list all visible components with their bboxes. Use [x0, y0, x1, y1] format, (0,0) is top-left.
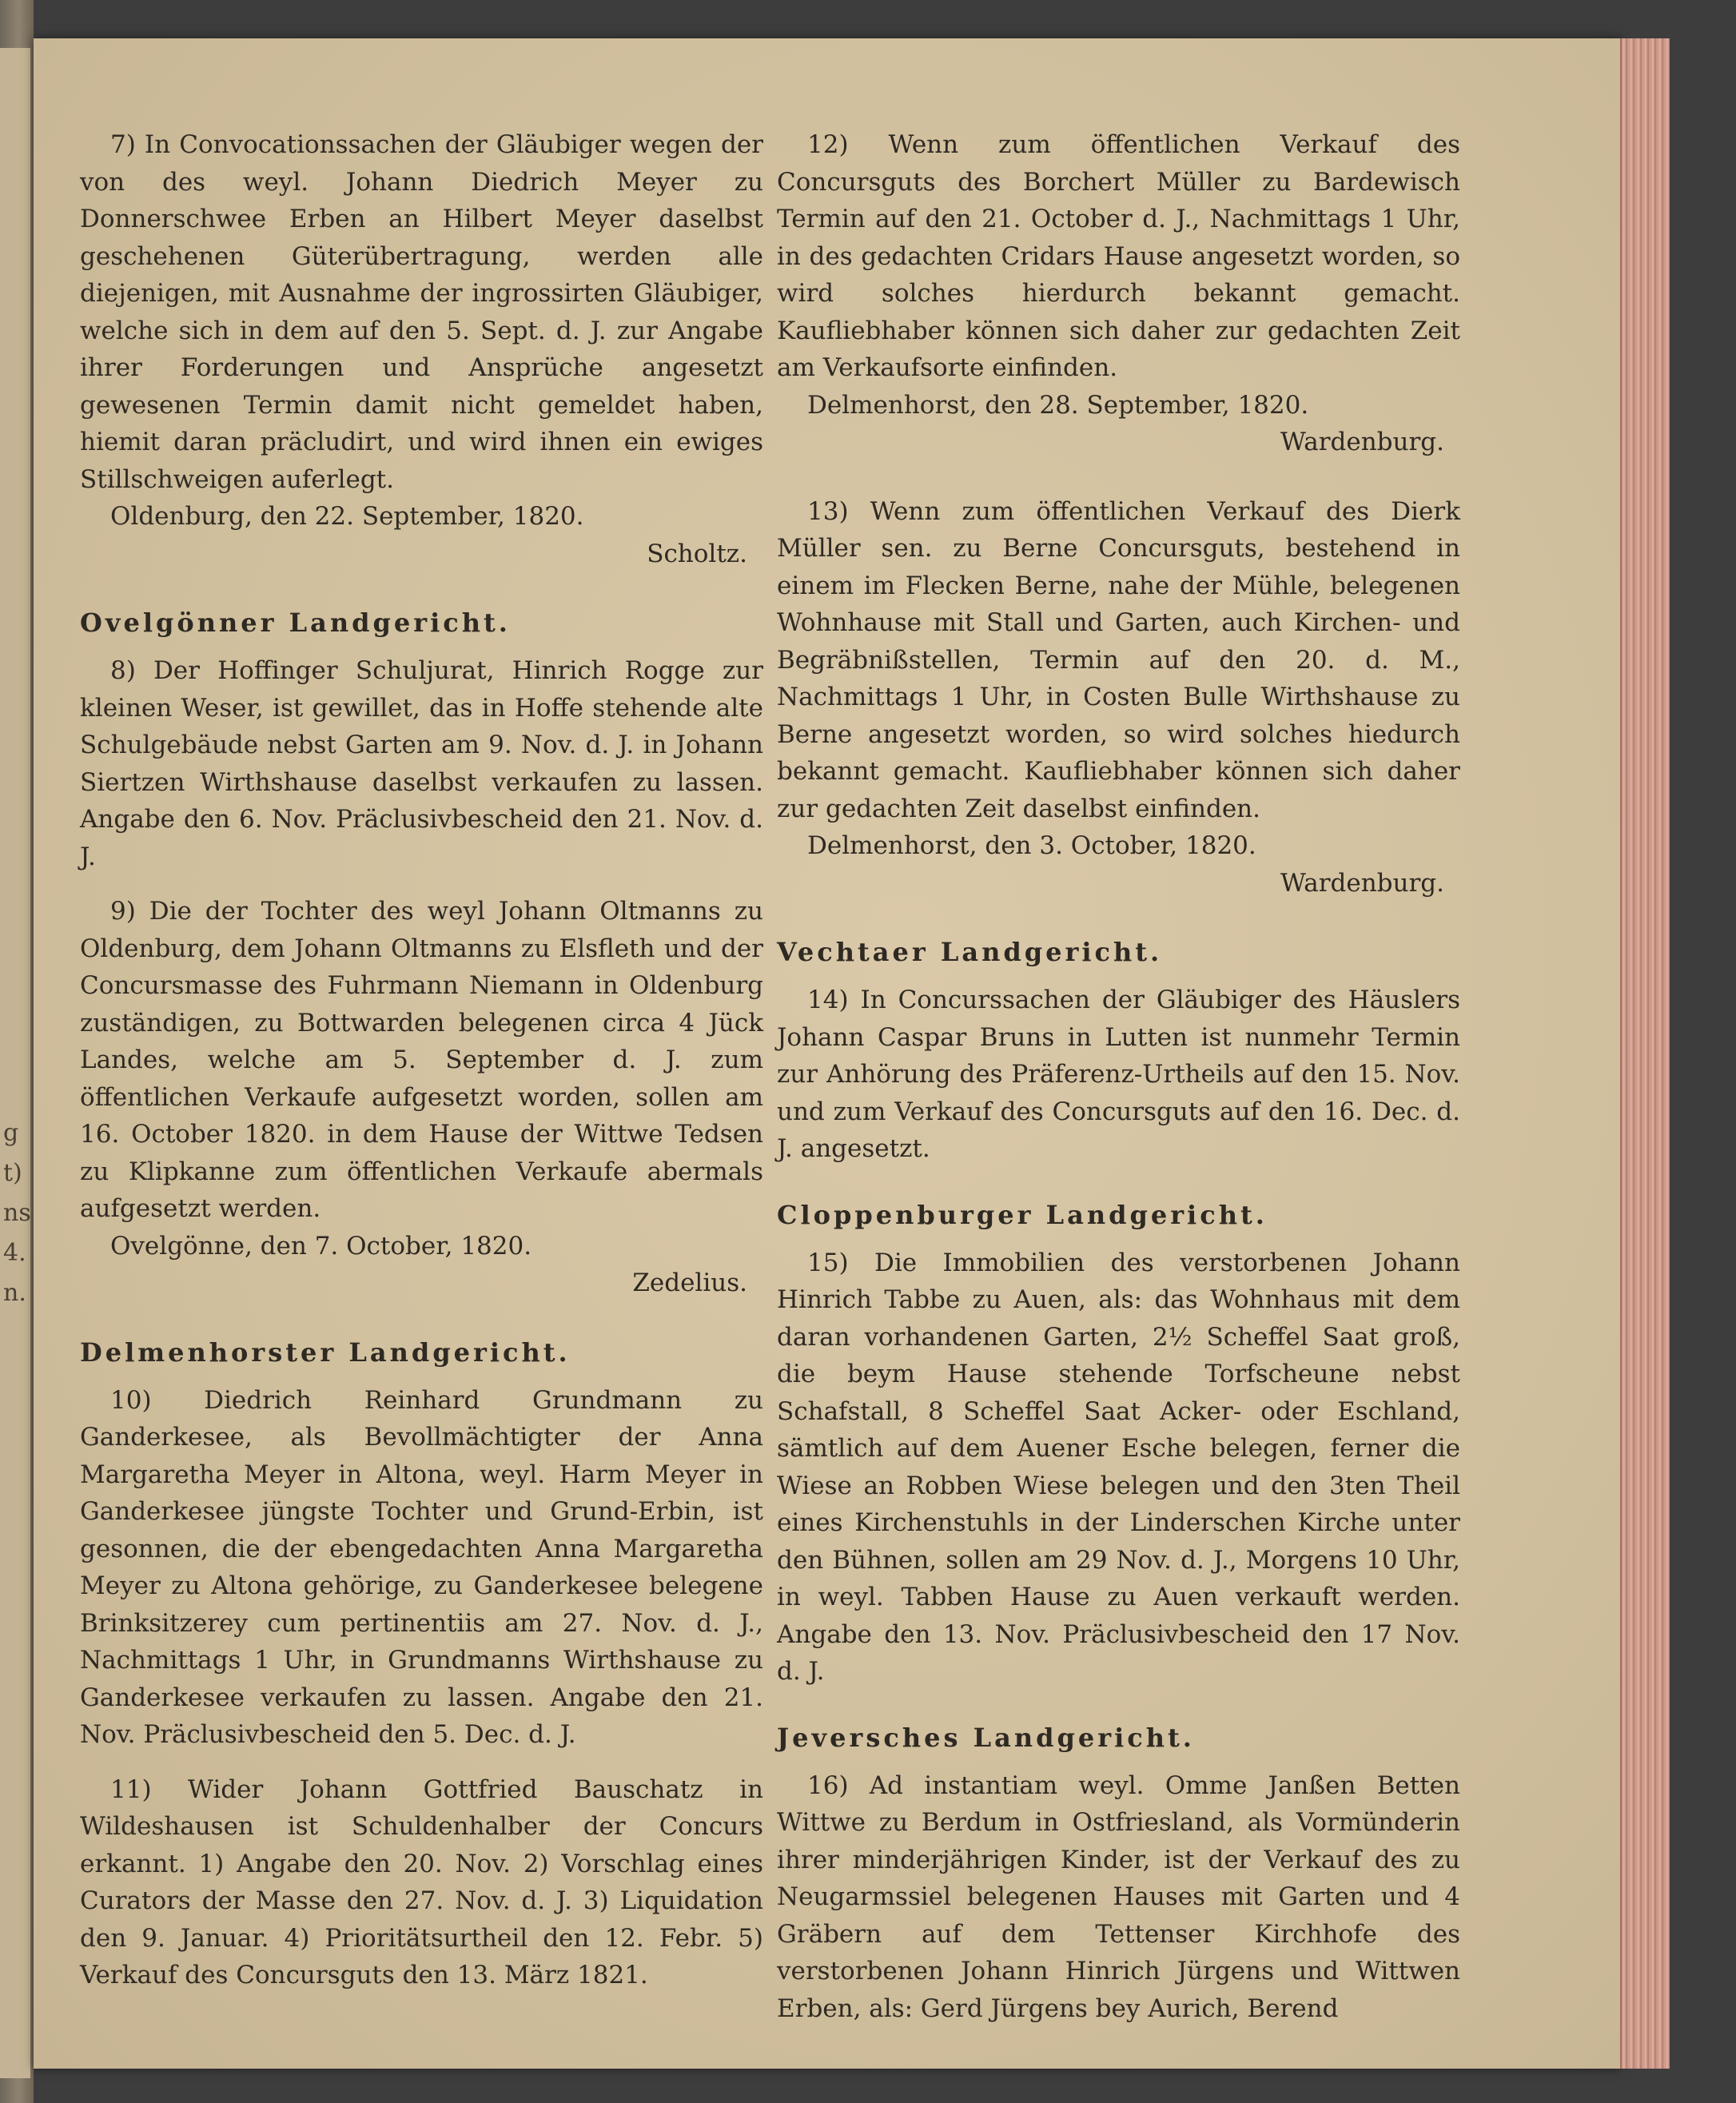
margin-fragment: n. [3, 1279, 26, 1307]
margin-fragment: ns [3, 1199, 31, 1227]
notice-12-date: Delmenhorst, den 28. September, 1820. [807, 390, 1309, 420]
notice-15: 15) Die Immobilien des verstorbenen Johann Hinrich Tabbe zu Auen, als: das Wohnhaus mit dem daran vorhandenen Garten, 2½ Scheffel Saat groß, die beym Hause stehende Torfscheune nebst Schafstall, 8 Scheffel Saat Acker- oder Eschland, sämtlich auf dem Auener Esche belegen, ferner die Wiese an Robben Wiese belegen und den 3ten Theil eines Kirchenstuhls in der Linderschen Kirche unter den Bühnen, sollen am 29 Nov. d. J., Morgens 10 Uhr, in weyl. Tabben Hause zu Auen verkauft werden. Angabe den 13. Nov. Präclusivbescheid den 17 Nov. d. J. [777, 1248, 1460, 1686]
court-heading-vechta: Vechtaer Landgericht. [777, 937, 1163, 967]
notice-9-date: Ovelgönne, den 7. October, 1820. [110, 1231, 532, 1261]
margin-fragment: 4. [3, 1239, 26, 1267]
previous-page-margin [0, 48, 32, 2078]
notice-13-signature: Wardenburg. [1280, 868, 1444, 898]
notice-7-date: Oldenburg, den 22. September, 1820. [110, 502, 584, 531]
notice-10: 10) Diedrich Reinhard Grundmann zu Ganderkesee, als Bevollmächtigter der Anna Margaretha Meyer in Altona, weyl. Harm Meyer in Ganderkesee jüngste Tochter und Grund-Erbin, ist gesonnen, die der ebengedachten Anna Margaretha Meyer zu Altona gehörige, zu Ganderkesee belegene Brinksitzerey cum pertinentiis am 27. Nov. d. J., Nachmittags 1 Uhr, in Grundmanns Wirthshause zu Ganderkesee verkaufen zu lassen. Angabe den 21. Nov. Präclusivbescheid den 5. Dec. d. J. [80, 1385, 763, 1749]
notice-9: 9) Die der Tochter des weyl Johann Oltmanns zu Oldenburg, dem Johann Oltmanns zu Elsfleth und der Concursmasse des Fuhrmann Niemann in Oldenburg zuständigen, zu Bottwarden belegenen circa 4 Jück Landes, welche am 5. September d. J. zum öffentlichen Verkaufe aufgesetzt worden, sollen am 16. October 1820. in dem Hause der Wittwe Tedsen zu Klipkanne zum öffentlichen Verkaufe abermals aufgesetzt werden. [80, 897, 763, 1223]
notice-12-signature: Wardenburg. [1280, 428, 1444, 456]
court-heading-jever: Jeversches Landgericht. [777, 1722, 1195, 1753]
court-heading-cloppenburg: Cloppenburger Landgericht. [777, 1199, 1268, 1230]
margin-fragment: t) [3, 1159, 22, 1187]
notice-13-date: Delmenhorst, den 3. October, 1820. [807, 831, 1256, 860]
notice-14: 14) In Concurssachen der Gläubiger des Häuslers Johann Caspar Bruns in Lutten ist nunmehr Termin zur Anhörung des Präferenz-Urtheils auf den 15. Nov. und zum Verkauf des Concursguts auf den 16. Dec. d. J. angesetzt. [777, 986, 1460, 1163]
notice-9-signature: Zedelius. [632, 1269, 747, 1297]
right-column [777, 126, 1460, 2027]
notice-7: 7) In Convocationssachen der Gläubiger wegen der von des weyl. Johann Diedrich Meyer zu Donnerschwee Erben an Hilbert Meyer daselbst geschehenen Güterübertragung, werden alle diejenigen, mit Ausnahme der ingrossirten Gläubiger, welche sich in dem auf den 5. Sept. d. J. zur Angabe ihrer Forderungen und Ansprüche angesetzt gewesenen Termin damit nicht gemeldet haben, hiemit daran präcludirt, und wird ihnen ein ewiges Stillschweigen auferlegt. [80, 130, 763, 494]
notice-7-signature: Scholtz. [647, 539, 747, 568]
notice-11: 11) Wider Johann Gottfried Bauschatz in Wildeshausen ist Schuldenhalber der Concurs erkannt. 1) Angabe den 20. Nov. 2) Vorschlag eines Curators der Masse den 27. Nov. d. J. 3) Liquidation den 9. Januar. 4) Prioritätsurtheil den 12. Febr. 5) Verkauf des Concursguts den 13. März 1821. [80, 1774, 763, 1989]
notice-12: 12) Wenn zum öffentlichen Verkauf des Concursguts des Borchert Müller zu Bardewisch Termin auf den 21. October d. J., Nachmittags 1 Uhr, in des gedachten Cridars Hause angesetzt worden, so wird solches hierdurch bekannt gemacht. Kaufliebhaber können sich daher zur gedachten Zeit am Verkaufsorte einfinden. [777, 130, 1460, 382]
court-heading-ovelgonne: Ovelgönner Landgericht. [80, 607, 511, 638]
margin-fragment: g [3, 1119, 19, 1147]
notice-16: 16) Ad instantiam weyl. Omme Janßen Betten Wittwe zu Berdum in Ostfriesland, als Vormünderin ihrer minderjährigen Kinder, ist der Verkauf des zu Neugarmssiel belegenen Hauses mit Garten und 4 Gräbern auf dem Tettenser Kirchhofe des verstorbenen Johann Hinrich Jürgens und Wittwen Erben, als: Gerd Jürgens bey Aurich, Berend [777, 1770, 1460, 2023]
court-heading-delmenhorst: Delmenhorster Landgericht. [80, 1336, 571, 1368]
notice-8: 8) Der Hoffinger Schuljurat, Hinrich Rogge zur kleinen Weser, ist gewillet, das in Hoffe stehende alte Schulgebäude nebst Garten am 9. Nov. d. J. in Johann Siertzen Wirthshause daselbst verkaufen zu lassen. Angabe den 6. Nov. Präclusivbescheid den 21. Nov. d. J. [80, 656, 763, 871]
document-page [34, 38, 1620, 2069]
page-block-edge [1620, 38, 1670, 2069]
left-column [80, 126, 763, 1994]
notice-13: 13) Wenn zum öffentlichen Verkauf des Dierk Müller sen. zu Berne Concursguts, bestehend in einem im Flecken Berne, nahe der Mühle, belegenen Wohnhause mit Stall und Garten, auch Kirchen- und Begräbnißstellen, Termin auf den 20. d. M., Nachmittags 1 Uhr, in Costen Bulle Wirthshause zu Berne angesetzt worden, so wird solches hiedurch bekannt gemacht. Kaufliebhaber können sich daher zur gedachten Zeit daselbst einfinden. [777, 496, 1460, 823]
